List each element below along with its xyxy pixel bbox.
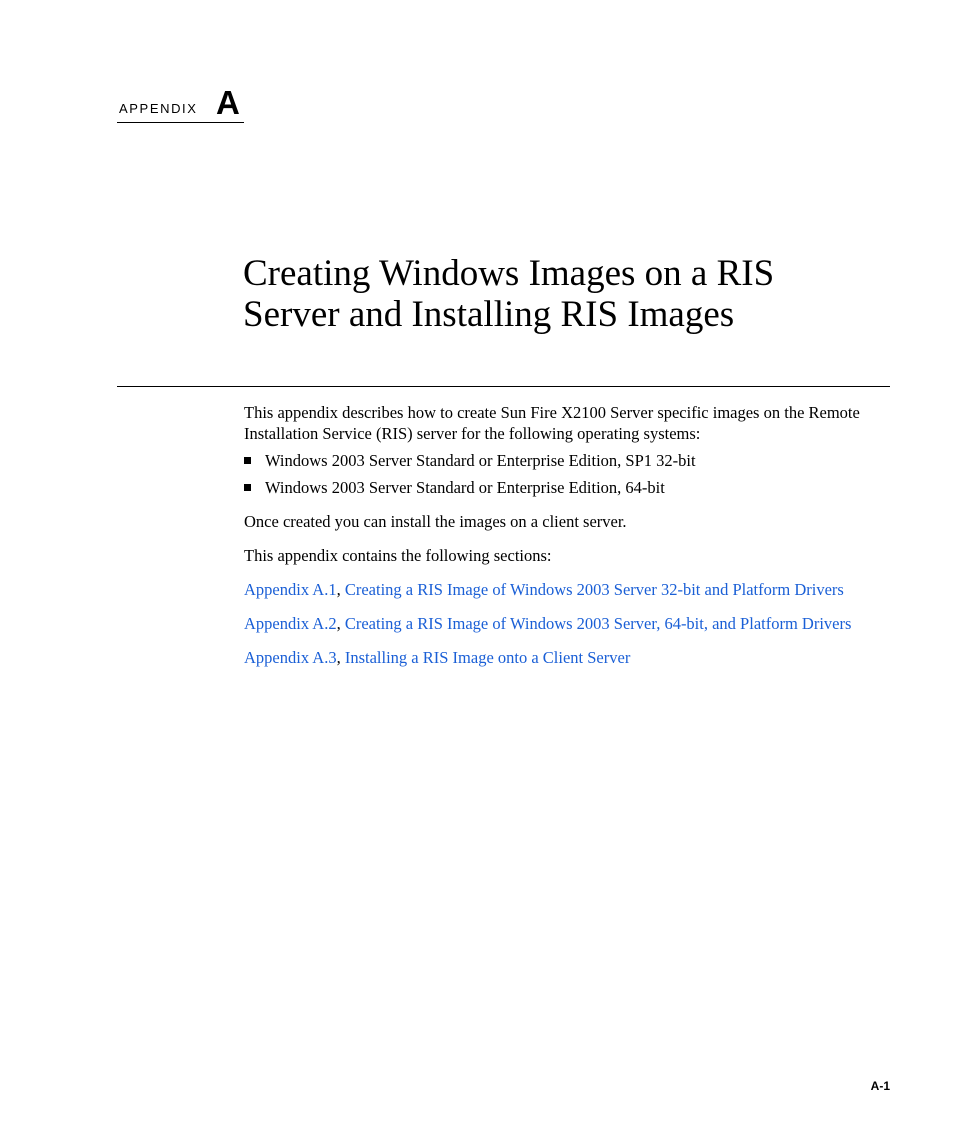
appendix-header (117, 84, 244, 123)
sections-lead: This appendix contains the following sections: (244, 546, 552, 565)
list-item (244, 477, 892, 498)
appendix-a3-ref-link[interactable]: Appendix A.3 (244, 648, 337, 667)
section-link-entry-a3 (244, 647, 892, 668)
square-bullet-icon (244, 484, 251, 491)
square-bullet-icon (244, 457, 251, 464)
bullet-text: Windows 2003 Server Standard or Enterprise Edition, SP1 32-bit (265, 451, 696, 470)
section-link-entry-a2 (244, 613, 892, 634)
chapter-title (243, 253, 883, 335)
section-link-entry-a1 (244, 579, 892, 600)
os-bullet-list (244, 450, 892, 498)
chapter-title-line-1: Creating Windows Images on a RIS (243, 253, 775, 294)
appendix-a1-ref-link[interactable]: Appendix A.1 (244, 580, 337, 599)
appendix-a2-ref-link[interactable]: Appendix A.2 (244, 614, 337, 633)
appendix-a2-title-link[interactable]: Creating a RIS Image of Windows 2003 Server, 64-bit, and Platform Drivers (344, 614, 852, 633)
chapter-title-line-2: Server and Installing RIS Images (243, 294, 735, 335)
appendix-body (244, 402, 892, 681)
link-separator: , (336, 580, 345, 599)
link-separator: , (336, 614, 345, 633)
appendix-a1-title-link[interactable]: Creating a RIS Image of Windows 2003 Server 32-bit and Platform Drivers (344, 580, 844, 599)
bullet-text: Windows 2003 Server Standard or Enterprise Edition, 64-bit (265, 478, 665, 497)
appendix-letter: A (216, 84, 240, 121)
appendix-a3-title-link[interactable]: Installing a RIS Image onto a Client Server (344, 648, 631, 667)
appendix-label: APPENDIX (119, 101, 198, 116)
page-number: A-1 (870, 1079, 890, 1093)
title-divider (117, 386, 890, 387)
intro-paragraph: This appendix describes how to create Sun Fire X2100 Server specific images on the Remote Installation Service (RIS) server for the following operating systems: (244, 403, 860, 443)
link-separator: , (336, 648, 345, 667)
list-item (244, 450, 892, 471)
install-note: Once created you can install the images on a client server. (244, 512, 627, 531)
